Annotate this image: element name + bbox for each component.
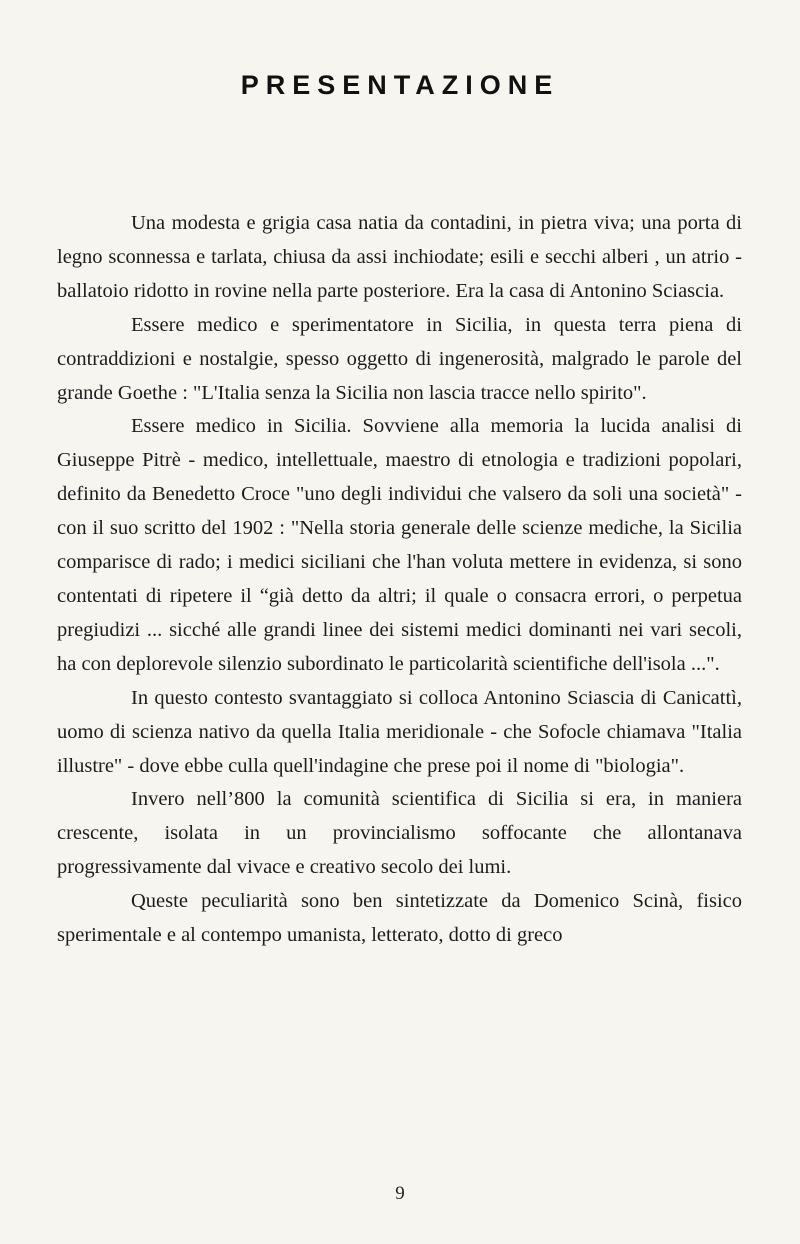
paragraph-4: In questo contesto svantaggiato si colloca Antonino Sciascia di Canicattì, uomo di scienza nativo da quella Italia meridionale - che Sofocle chiamava "Italia illustre" - dove ebbe culla quell'indagine che prese poi il nome di "biologia". [57, 686, 742, 777]
paragraph-3: Essere medico in Sicilia. Sovviene alla memoria la lucida analisi di Giuseppe Pitrè - medico, intellettuale, maestro di etnologia e tradizioni popolari, definito da Benedetto Croce "uno degli individui che valsero da soli una società" - con il suo scritto del 1902 : "Nella storia generale delle scienze mediche, la Sicilia comparisce di rado; i medici siciliani che l'han voluta mettere in evidenza, si sono contentati di ripetere il “già detto da altri; il quale o consacra errori, o perpetua pregiudizi ... sicché alle grandi linee dei sistemi medici dominanti nei vari secoli, ha con deplorevole silenzio subordinato le particolarità scientifiche dell'isola ...". [57, 415, 742, 675]
paragraph-1: Una modesta e grigia casa natia da contadini, in pietra viva; una porta di legno sconnessa e tarlata, chiusa da assi inchiodate; esili e secchi alberi , un atrio - ballatoio ridotto in rovine nella parte posteriore. Era la casa di Antonino Sciascia. [57, 212, 742, 302]
paragraph-6: Queste peculiarità sono ben sintetizzate da Domenico Scinà, fisico sperimentale e al contempo umanista, letterato, dotto di greco [57, 890, 742, 947]
paragraph-2: Essere medico e sperimentatore in Sicilia, in questa terra piena di contraddizioni e nostalgie, spesso oggetto di ingenerosità, malgrado le parole del grande Goethe : "L'Italia senza la Sicilia non lascia tracce nello spirito". [57, 313, 742, 404]
page-number: 9 [395, 1183, 405, 1204]
paragraph-5: Invero nell’800 la comunità scientifica di Sicilia si era, in maniera crescente, isolata in un provincialismo soffocante che allontanava progressivamente dal vivace e creativo secolo dei lumi. [57, 788, 742, 879]
body-text [57, 207, 742, 953]
page-heading: PRESENTAZIONE [240, 70, 560, 100]
